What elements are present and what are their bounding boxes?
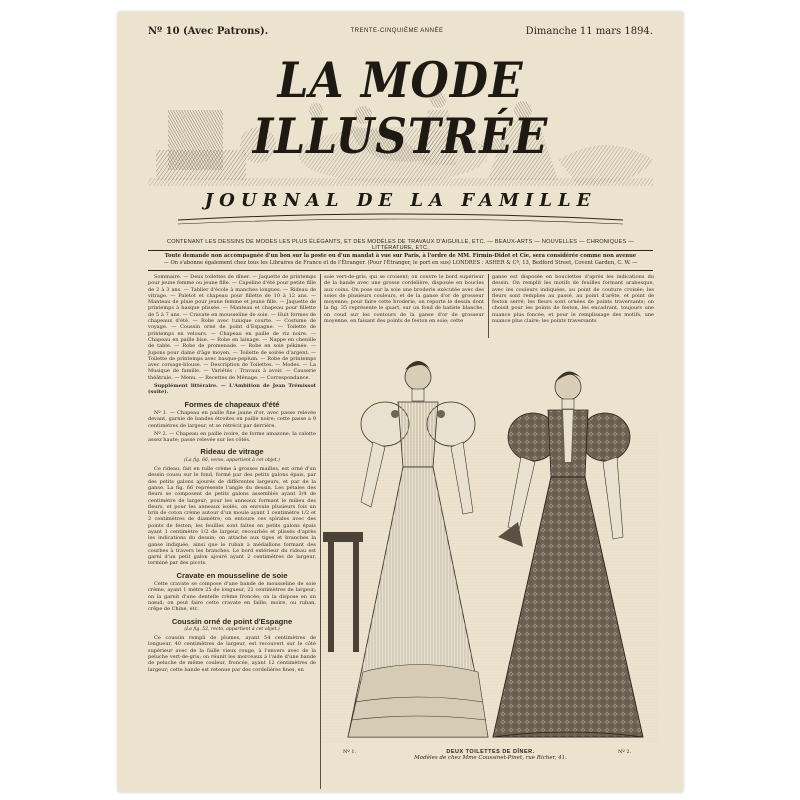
illustration-caption (323, 749, 658, 761)
section-title-rideau: Rideau de vitrage (200, 447, 264, 457)
section-chapeaux-p2: Nº 2. — Chapeau en paille ivoire, de forme amazone; la calotte assez haute; passe relevée sur les côtés. (148, 430, 316, 444)
section-title-cravate: Cravate en mousseline de soie (176, 570, 288, 580)
column-divider (488, 274, 489, 338)
section-cravate-p1: Cette cravate se compose d'une bande de mousseline de soie crème, ayant 1 mètre 25 de longueur, 22 centimètres de largeur; on la garnit d'une dentelle crème froncée; on la dispose en un nœud; on peut faire cette cravate en faille, moire, ou ruban, crêpe de Chine, etc. (148, 581, 316, 613)
section-chapeaux-p1: Nº 1. — Chapeau en paille fine jaune d'or, avec passe relevée devant, garnie de bandes étroites en paille noire; cette passe a 9 centimètres de largeur, et se rétrécit par derrière. (148, 409, 316, 429)
section-rideau-ref: (La fig. 66, verso, appartient à cet objet.) (184, 457, 280, 463)
notice-line-1: Toute demande non accompagnée d'un bon sur la poste ou d'un mandat à vue sur Paris, à l'ordre de MM. Firmin-Didot et Cie, sera considérée comme non avenue (164, 253, 637, 259)
masthead (138, 40, 663, 240)
left-column (148, 274, 316, 789)
section-title-coussin: Coussin orné de point d'Espagne (171, 616, 293, 626)
section-coussin-p1: Ce coussin rempli de plumes, ayant 54 centimètres de longueur, 40 centimètres de largeur, est recouvert sur le côté supérieur avec de la faille vieux rouge, à l'envers avec de la peluche vert-de-gris; on réunit les morceaux à l'aide d'une bande de peluche de même couleur, froncée, ayant 12 centimètres de largeur; cette bande est retenue par des cordelières fines, en (148, 635, 316, 673)
caption-title: DEUX TOILETTES DE DÎNER. (446, 749, 535, 755)
caption-subtitle: Modèles de chez Mme Coussinet-Pinet, rue Richer, 41. (414, 755, 567, 761)
subscription-notice (148, 253, 653, 267)
right-column (492, 274, 654, 338)
column-divider (320, 274, 321, 789)
section-title-chapeaux: Formes de chapeaux d'été (184, 399, 280, 409)
right-column-text: ganse est disposée en bouclettes d'après les indications du dessin. On remplit les motifs de feuilles formant arabesque, avec les couleurs indiquées, au point de couture croisée; les fleurs sont remplies au passé, au point d'arête, et point de feston serré; les fleurs sont ornées de points traversants; on choisit pour les points de feston, les encadrant, toujours une nuance plus foncée, et pour le remplissage des motifs, une nuance plus claire; les points traversants (492, 274, 654, 325)
middle-column-text: soie vert-de-gris, qui se croisent; on couvre le bord supérieur de la bande avec une grosse cordelière, disposée en boucles aux coins. On pose sur la soie une broderie exécutée avec des soies de plusieurs couleurs, et de la ganse d'or de grosseur moyenne; pour faire cette broderie, on reporte le dessin dont la fig. 35 représente le quart, sur un fond de batiste blanche, on coud sur les contours de la ganse d'or de grosseur moyenne, en faisant des points de feston en soie; cette (324, 274, 484, 325)
notice-line-2: — On s'abonne également chez tous les Libraires de France et de l'Étranger. (Pour l'Étranger, le port en sus) LONDRES : ASHER & Cº, 13, Bedford Street, Covent Garden, C. W. — (163, 260, 638, 266)
divider (148, 270, 653, 271)
section-rideau-p1: Ce rideau, fait en tulle crème à grosses mailles, est orné d'un dessin cousu sur le fond, formé par des petits galons épais, par des petits galons ajourés de différentes largeurs, et par de la ganse. La fig. 66 représente l'angle du dessin. Les pétales des fleurs se composent de petits galons assemblés ayant 3/4 de centimètre de largeur; pour les anneaux formant le milieu des fleurs, et pour les anneaux isolés, on enroule plusieurs fois un brin de coton crème autour d'un moule ayant 1 centimètre 1/2 et 2 centimètres de diamètre; on entoure ces spirales avec des points de feston; les feuilles sont faites en petits galons épais ayant 1 centimètre 1/2 de largeur, recourbés et plissés d'après les indications du dessin; on attache aux tiges et branches la ganse indiquée, ainsi que le ruban à médaillons formant des courbes à travers les branches. Le bord extérieur du rideau est garni d'un petit galon ajouré ayant 2 centimètres de largeur, terminé par des picots. (148, 466, 316, 567)
fashion-illustration (323, 342, 658, 747)
issue-date: Dimanche 11 mars 1894. (525, 25, 653, 37)
sommaire-text: Sommaire. — Deux toilettes de dîner. — Jaquette de printemps pour jeune femme ou jeune fille. — Capeline d'été pour petite fille de 2 à 3 ans. — Tablier d'école à manches longues. — Rideau de vitrage. — Paletot et chapeau pour fillette de 10 à 12 ans. — Manteau de pluie pour jeune femme et jeune fille. — Jaquette de printemps à basque plissée. — Manteau et chapeau pour fillette de 5 à 7 ans. — Cravate en mousseline de soie. — Huit formes de chapeaux d'été. — Robe avec tunique courte. — Costume de voyage. — Coussin orné de point d'Espagne. — Toilette de printemps en velours. — Chapeau en paille de riz noire. — Chapeau en paille bise. — Robe en lainage. — Nappe en chenille de table. — Robe de promenade. — Robe en soie pékinée. — Jupons pour dame d'âge moyen. — Toilette de soirée d'argent. — Toilette de printemps avec basque-peplum. — Robe de printemps avec corsage-blouse. — Description de Toilettes. — Modes. — La Musique de famille. — Variétés : Travaux à avoir. — Causerie théâtrale. — Menu. — Recettes de Ménage. — Correspondance. (148, 274, 316, 381)
masthead-subtitle: JOURNAL DE LA FAMILLE (204, 190, 597, 211)
section-coussin-ref: (La fig. 52, recto, appartient à cet objet.) (184, 626, 280, 632)
middle-column (324, 274, 484, 338)
issue-number: Nº 10 (Avec Patrons). (148, 25, 269, 37)
header-line (148, 24, 653, 38)
figure-label-left: Nº 1. (343, 749, 357, 755)
figure-label-right: Nº 2. (618, 749, 632, 755)
year-label: TRENTE-CINQUIÈME ANNÉE (350, 28, 444, 34)
masthead-title: LA MODE ILLUSTRÉE (252, 52, 549, 166)
newspaper-page (118, 12, 683, 792)
divider (148, 250, 653, 251)
supplement-text: Supplément littéraire. — L'Ambition de Jean Trémissot (suite). (148, 383, 316, 396)
contents-line: CONTENANT LES DESSINS DE MODES LES PLUS ÉLÉGANTS, ET DES MODÈLES DE TRAVAUX D'AIGUILLE, ETC. — BEAUX-ARTS — NOUVELLES — CHRONIQUES — LITTÉRATURE, ETC. (167, 239, 634, 251)
